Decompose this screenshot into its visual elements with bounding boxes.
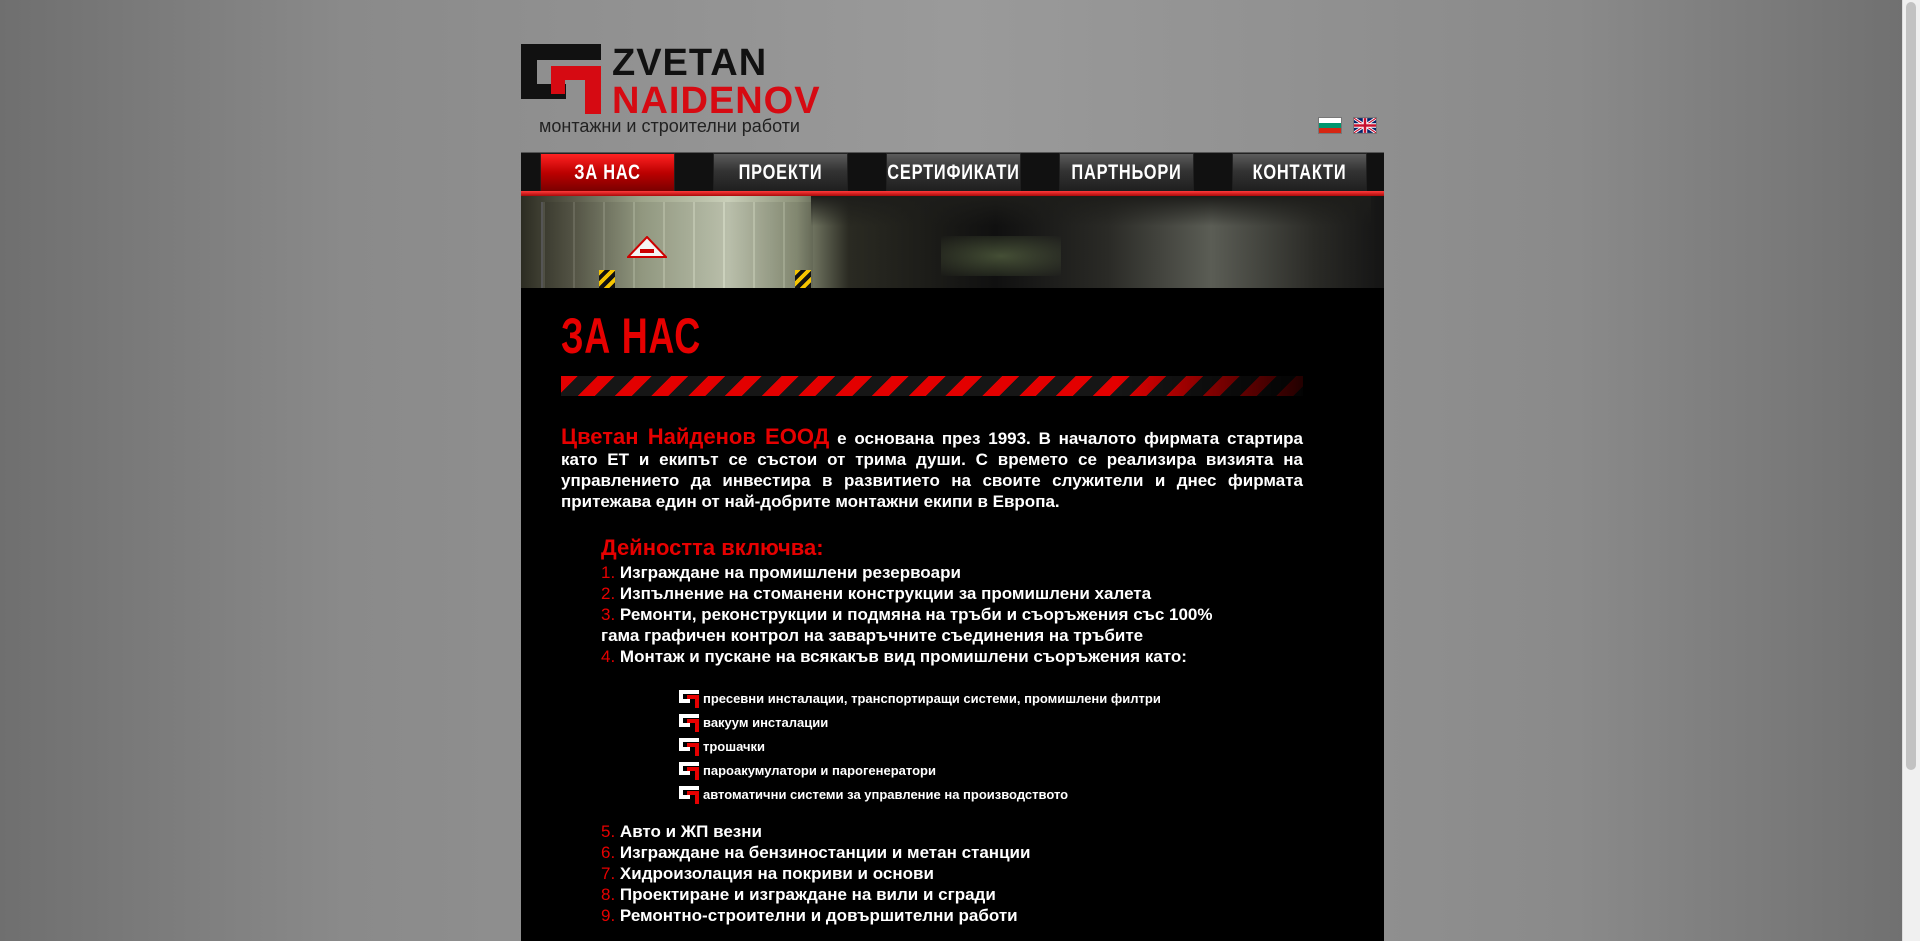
page-title: ЗА НАС: [561, 308, 701, 364]
nav-item-partners[interactable]: ПАРТНЬОРИ: [1059, 153, 1194, 193]
banner-door: [541, 202, 813, 288]
uk-flag-icon[interactable]: [1353, 117, 1377, 134]
logo-text-line1: ZVETAN: [612, 42, 768, 84]
list-item: 1. Изграждане на промишлени резервоари: [601, 563, 961, 582]
activity-list-bottom: [601, 821, 1281, 926]
bulgarian-flag-icon[interactable]: [1318, 117, 1342, 134]
hazard-divider: [561, 376, 1303, 396]
scrollbar-thumb[interactable]: [1906, 2, 1916, 770]
logo-bullet-icon: [679, 714, 699, 732]
page-container: [521, 0, 1384, 941]
list-item: 7. Хидроизолация на покриви и основи: [601, 864, 934, 883]
list-item: 5. Авто и ЖП везни: [601, 822, 762, 841]
equipment-sublist: [679, 689, 1279, 809]
nav-item-projects[interactable]: ПРОЕКТИ: [713, 153, 848, 193]
nav-item-about[interactable]: ЗА НАС: [540, 153, 675, 193]
activity-list-top: [601, 562, 1281, 667]
intro-text: е основана през 1993. В началото фирмата стартира като ЕТ и екипът се състои от трима души. С времето се реализира визията на управлението да инвестира в развитието на своите служители и днес фирмата притежава един от най-добрите монтажни екипи в Европа.: [561, 429, 1304, 511]
sublist-item: трошачки: [679, 737, 1279, 761]
sublist-item: автоматични системи за управление на производството: [679, 785, 1279, 809]
list-item: 3. Ремонти, реконструкции и подмяна на тръби и съоръжения със 100% гама графичен контрол на заваръчните съединения на тръбите: [601, 605, 1213, 645]
list-item: 6. Изграждане на бензиностанции и метан станции: [601, 843, 1031, 862]
logo-bullet-icon: [679, 690, 699, 708]
logo-text-line2: NAIDENOV: [612, 80, 821, 122]
banner-hazard-stripe-left: [599, 270, 615, 288]
logo-bullet-icon: [679, 762, 699, 780]
logo-tagline: монтажни и строителни работи: [539, 116, 800, 136]
company-logo[interactable]: [521, 44, 821, 140]
banner-hazard-stripe-right: [795, 270, 811, 288]
nav-item-contacts[interactable]: КОНТАКТИ: [1232, 153, 1367, 193]
company-name: Цветан Найденов ЕООД: [561, 424, 830, 449]
list-item: 4. Монтаж и пускане на всякакъв вид промишлени съоръжения като:: [601, 647, 1187, 666]
list-item: 2. Изпълнение на стоманени конструкции за промишлени халета: [601, 584, 1152, 603]
list-item: 9. Ремонтно-строителни и довършителни работи: [601, 906, 1018, 925]
logo-mark-icon: [521, 44, 601, 114]
sublist-item: вакуум инсталации: [679, 713, 1279, 737]
logo-bullet-icon: [679, 786, 699, 804]
intro-paragraph: [561, 426, 1303, 512]
banner-ceiling: [811, 196, 1371, 226]
main-content: [521, 288, 1384, 941]
logo-bullet-icon: [679, 738, 699, 756]
nav-item-certificates[interactable]: СЕРТИФИКАТИ: [886, 153, 1021, 193]
sublist-item: пароакумулатори и парогенератори: [679, 761, 1279, 785]
main-navigation: [521, 152, 1384, 197]
banner-light: [941, 236, 1061, 276]
warning-sign-icon: [627, 236, 667, 258]
header-banner-image: [521, 196, 1384, 288]
activity-heading: Дейността включва:: [601, 535, 824, 560]
sublist-item: пресевни инсталации, транспортиращи системи, промишлени филтри: [679, 689, 1279, 713]
list-item: 8. Проектиране и изграждане на вили и сгради: [601, 885, 996, 904]
vertical-scrollbar[interactable]: [1902, 0, 1920, 941]
